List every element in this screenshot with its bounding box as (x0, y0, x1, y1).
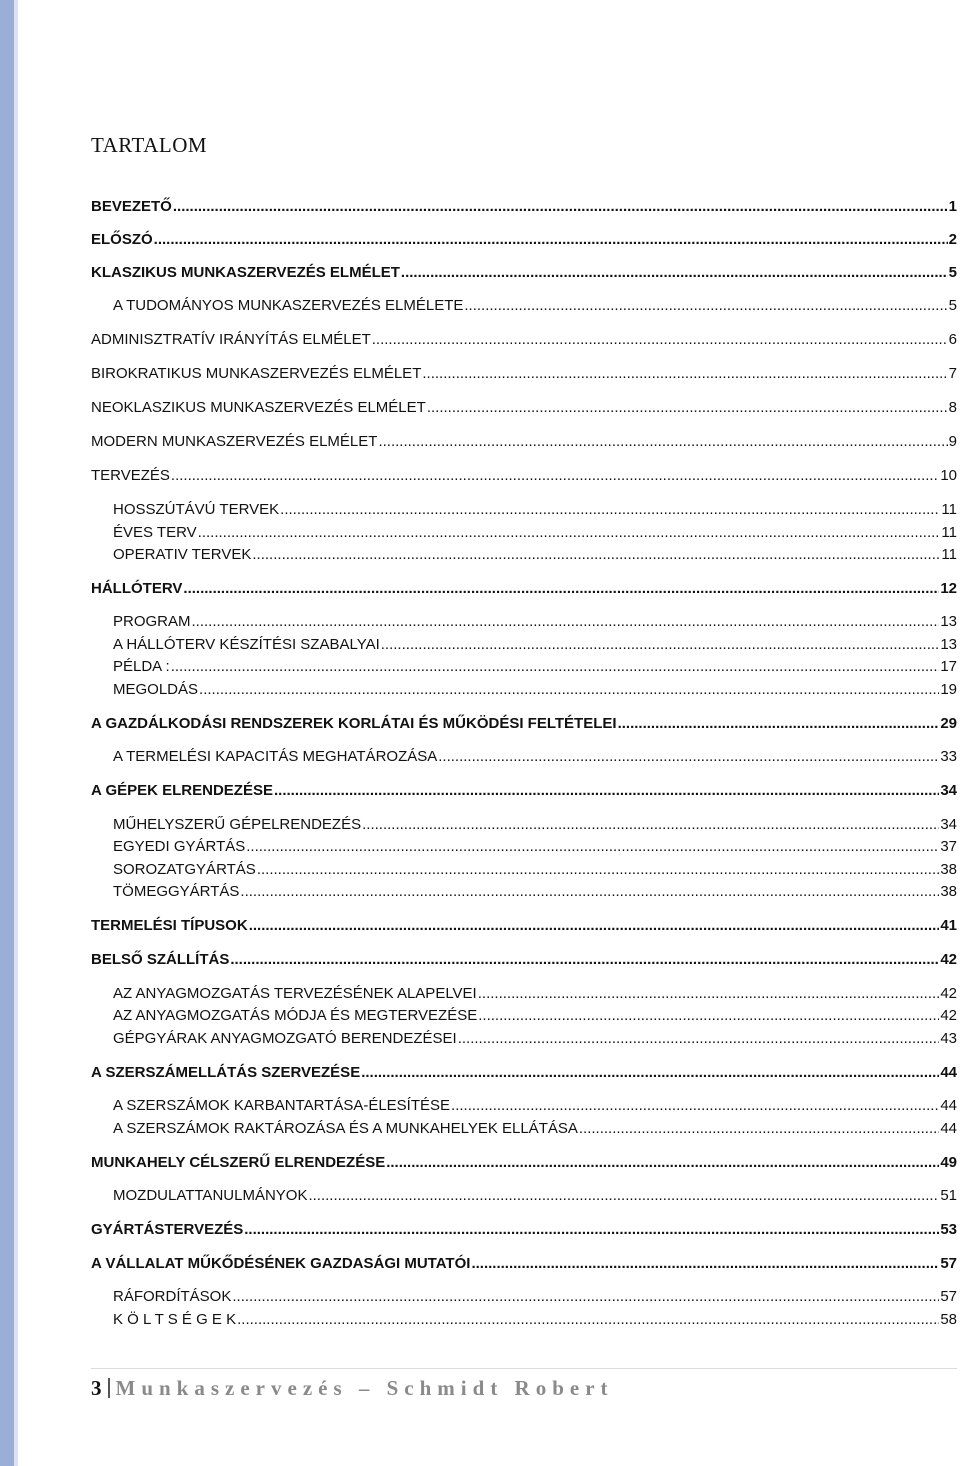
toc-entry-koltsegek[interactable] (113, 1310, 957, 1330)
toc-entry-megoldas[interactable] (113, 680, 957, 700)
toc-entry-page: 51 (940, 1187, 957, 1204)
page-footer (91, 1374, 614, 1402)
dot-leader (232, 1287, 939, 1307)
toc-entry-label: A SZERSZÁMOK RAKTÁROZÁSA ÉS A MUNKAHELYEK ELLÁTÁSA (113, 1120, 578, 1137)
toc-entry-page: 11 (941, 524, 957, 541)
toc-entry-label: PROGRAM (113, 613, 191, 630)
toc-entry-eves-terv[interactable] (113, 523, 957, 543)
dot-leader (173, 197, 948, 217)
footer-running-title: Munkaszervezés – Schmidt Robert (115, 1376, 614, 1400)
dot-leader (422, 364, 947, 384)
dot-leader (361, 1063, 939, 1083)
dot-leader (280, 500, 940, 520)
dot-leader (478, 1006, 939, 1026)
toc-entry-page: 37 (940, 838, 957, 855)
toc-entry-label: HÁLLÓTERV (91, 580, 183, 597)
toc-entry-label: ÉVES TERV (113, 524, 197, 541)
dot-leader (198, 523, 941, 543)
toc-entry-page: 44 (940, 1120, 957, 1137)
toc-entry-gyartastervezes[interactable] (91, 1220, 957, 1240)
toc-entry-label: AZ ANYAGMOZGATÁS MÓDJA ÉS MEGTERVEZÉSE (113, 1007, 478, 1024)
dot-leader (252, 545, 940, 565)
dot-leader (171, 466, 939, 486)
toc-entry-termelesi-tipusok[interactable] (91, 916, 957, 936)
dot-leader (438, 747, 939, 767)
dot-leader (378, 432, 947, 452)
toc-entry-page: 7 (948, 365, 957, 382)
toc-entry-munkahely-elrendezese[interactable] (91, 1153, 957, 1173)
dot-leader (171, 657, 940, 677)
toc-entry-adminisztrativ[interactable] (91, 330, 957, 350)
toc-entry-page: 53 (940, 1221, 957, 1238)
toc-entry-page: 12 (940, 580, 957, 597)
toc-entry-tomeggyartas[interactable] (113, 882, 957, 902)
toc-entry-label: ADMINISZTRATÍV IRÁNYÍTÁS ELMÉLET (91, 331, 371, 348)
dot-leader (362, 815, 939, 835)
toc-entry-tudomanyos[interactable] (113, 296, 957, 316)
toc-entry-eloszo[interactable] (91, 230, 957, 250)
toc-entry-page: 38 (940, 861, 957, 878)
toc-entry-klasszikus[interactable] (91, 263, 957, 283)
toc-entry-page: 6 (948, 331, 957, 348)
toc-entry-page: 44 (940, 1097, 957, 1114)
toc-entry-page: 49 (940, 1154, 957, 1171)
dot-leader (237, 1310, 939, 1330)
toc-entry-page: 1 (948, 198, 957, 215)
dot-leader (249, 916, 940, 936)
dot-leader (308, 1186, 939, 1206)
toc-entry-operativ-tervek[interactable] (113, 545, 957, 565)
dot-leader (471, 1254, 939, 1274)
dot-leader (154, 230, 948, 250)
toc-entry-label: A SZERSZÁMOK KARBANTARTÁSA-ÉLESÍTÉSE (113, 1097, 451, 1114)
toc-entry-page: 19 (940, 681, 957, 698)
toc-entry-page: 5 (948, 264, 957, 281)
toc-entry-program[interactable] (113, 612, 957, 632)
toc-entry-birokratikus[interactable] (91, 364, 957, 384)
toc-entry-anyagmozgatas-modja[interactable] (113, 1006, 957, 1026)
toc-entry-label: GÉPGYÁRAK ANYAGMOZGATÓ BERENDEZÉSEI (113, 1030, 457, 1047)
toc-entry-label: GYÁRTÁSTERVEZÉS (91, 1221, 244, 1238)
dot-leader (257, 860, 940, 880)
toc-entry-label: SOROZATGYÁRTÁS (113, 861, 256, 878)
dot-leader (240, 882, 939, 902)
toc-entry-page: 57 (940, 1288, 957, 1305)
toc-entry-label: KLASZIKUS MUNKASZERVEZÉS ELMÉLET (91, 264, 400, 281)
toc-entry-label: A TUDOMÁNYOS MUNKASZERVEZÉS ELMÉLETE (113, 297, 464, 314)
dot-leader (427, 398, 948, 418)
toc-entry-page: 58 (940, 1311, 957, 1328)
toc-entry-label: BELSŐ SZÁLLÍTÁS (91, 951, 230, 968)
toc-entry-modern[interactable] (91, 432, 957, 452)
toc-entry-label: MUNKAHELY CÉLSZERŰ ELRENDEZÉSE (91, 1154, 386, 1171)
toc-entry-page: 34 (940, 782, 957, 799)
toc-entry-gazdasagi-mutatoi[interactable] (91, 1254, 957, 1274)
dot-leader (372, 330, 948, 350)
toc-entry-label: A GÉPEK ELRENDEZÉSE (91, 782, 273, 799)
toc-entry-page: 5 (948, 297, 957, 314)
dot-leader (230, 950, 939, 970)
toc-entry-label: TÖMEGGYÁRTÁS (113, 883, 240, 900)
footer-divider (91, 1368, 957, 1369)
toc-entry-belso-szallitas[interactable] (91, 950, 957, 970)
footer-page-number: 3 (91, 1376, 102, 1400)
toc-entry-page: 44 (940, 1064, 957, 1081)
dot-leader (458, 1029, 940, 1049)
toc-entry-raforditasok[interactable] (113, 1287, 957, 1307)
toc-entry-label: ELŐSZÓ (91, 231, 153, 248)
toc-entry-szerszamok-karbantartasa[interactable] (113, 1096, 957, 1116)
toc-entry-page: 9 (948, 433, 957, 450)
toc-entry-szerszamok-raktarozasa[interactable] (113, 1119, 957, 1139)
toc-entry-page: 57 (940, 1255, 957, 1272)
toc-entry-muhelyszeru[interactable] (113, 815, 957, 835)
toc-entry-szerszamellatas[interactable] (91, 1063, 957, 1083)
toc-entry-label: A HÁLLÓTERV KÉSZÍTÉSI SZABALYAI (113, 636, 380, 653)
toc-entry-page: 42 (940, 985, 957, 1002)
toc-entry-label: A VÁLLALAT MŰKŐDÉSÉNEK GAZDASÁGI MUTATÓI (91, 1255, 471, 1272)
toc-entry-label: RÁFORDÍTÁSOK (113, 1288, 232, 1305)
left-margin-bar (0, 0, 14, 1466)
dot-leader (618, 714, 940, 734)
toc-entry-page: 2 (948, 231, 957, 248)
toc-entry-page: 10 (940, 467, 957, 484)
toc-title: TARTALOM (91, 133, 208, 157)
toc-entry-bevezeto[interactable] (91, 197, 957, 217)
toc-entry-label: EGYEDI GYÁRTÁS (113, 838, 246, 855)
toc-entry-label: MEGOLDÁS (113, 681, 199, 698)
toc-entry-gazdalkodasi-rendszerek[interactable] (91, 714, 957, 734)
dot-leader (451, 1096, 939, 1116)
dot-leader (386, 1153, 939, 1173)
toc-entry-termelesi-kapacitas[interactable] (113, 747, 957, 767)
dot-leader (579, 1119, 939, 1139)
toc-entry-halloterv-szabalyai[interactable] (113, 635, 957, 655)
dot-leader (199, 680, 939, 700)
toc-entry-page: 38 (940, 883, 957, 900)
toc-entry-label: BIROKRATIKUS MUNKASZERVEZÉS ELMÉLET (91, 365, 422, 382)
toc-entry-label: A TERMELÉSI KAPACITÁS MEGHATÁROZÁSA (113, 748, 438, 765)
toc-entry-neoklasszikus[interactable] (91, 398, 957, 418)
toc-entry-anyagmozgatas-alapelvei[interactable] (113, 984, 957, 1004)
toc-entry-gepgyarak-berendezesei[interactable] (113, 1029, 957, 1049)
toc-entry-label: OPERATIV TERVEK (113, 546, 252, 563)
toc-entry-page: 13 (940, 636, 957, 653)
toc-entry-label: K Ö L T S É G E K (113, 1311, 237, 1328)
toc-entry-page: 17 (940, 658, 957, 675)
dot-leader (274, 781, 939, 801)
toc-entry-label: BEVEZETŐ (91, 198, 172, 215)
dot-leader (183, 579, 939, 599)
toc-entry-label: TERVEZÉS (91, 467, 170, 484)
toc-entry-label: MOZDULATTANULMÁNYOK (113, 1187, 308, 1204)
toc-entry-tervezes[interactable] (91, 466, 957, 486)
toc-entry-page: 11 (941, 501, 957, 518)
toc-entry-label: NEOKLASZIKUS MUNKASZERVEZÉS ELMÉLET (91, 399, 426, 416)
toc-entry-page: 34 (940, 816, 957, 833)
toc-entry-label: A GAZDÁLKODÁSI RENDSZEREK KORLÁTAI ÉS MŰKÖDÉSI FELTÉTELEI (91, 715, 617, 732)
toc-entry-page: 8 (948, 399, 957, 416)
toc-entry-egyedi-gyartas[interactable] (113, 837, 957, 857)
toc-entry-page: 42 (940, 951, 957, 968)
toc-entry-label: AZ ANYAGMOZGATÁS TERVEZÉSÉNEK ALAPELVEI (113, 985, 477, 1002)
toc-entry-hosszutavu-tervek[interactable] (113, 500, 957, 520)
toc-entry-page: 29 (940, 715, 957, 732)
toc-entry-mozdulattanulmanyok[interactable] (113, 1186, 957, 1206)
toc-entry-label: TERMELÉSI TÍPUSOK (91, 917, 248, 934)
toc-entry-label: PÉLDA : (113, 658, 170, 675)
toc-entry-page: 43 (940, 1030, 957, 1047)
toc-entry-page: 13 (940, 613, 957, 630)
toc-entry-page: 41 (940, 917, 957, 934)
footer-separator (108, 1378, 110, 1398)
dot-leader (464, 296, 947, 316)
toc-entry-halloterv[interactable] (91, 579, 957, 599)
toc-entry-page: 33 (940, 748, 957, 765)
toc-entry-label: MŰHELYSZERŰ GÉPELRENDEZÉS (113, 816, 362, 833)
dot-leader (478, 984, 940, 1004)
toc-entry-label: MODERN MUNKASZERVEZÉS ELMÉLET (91, 433, 378, 450)
toc-entry-pelda[interactable] (113, 657, 957, 677)
left-margin-bar-highlight (14, 0, 18, 1466)
dot-leader (381, 635, 940, 655)
toc-entry-label: A SZERSZÁMELLÁTÁS SZERVEZÉSE (91, 1064, 361, 1081)
toc-entry-gepek-elrendezese[interactable] (91, 781, 957, 801)
dot-leader (192, 612, 940, 632)
toc-entry-label: HOSSZÚTÁVÚ TERVEK (113, 501, 280, 518)
dot-leader (246, 837, 939, 857)
toc-entry-sorozatgyartas[interactable] (113, 860, 957, 880)
dot-leader (244, 1220, 939, 1240)
dot-leader (401, 263, 948, 283)
toc-entry-page: 42 (940, 1007, 957, 1024)
toc-entry-page: 11 (941, 546, 957, 563)
